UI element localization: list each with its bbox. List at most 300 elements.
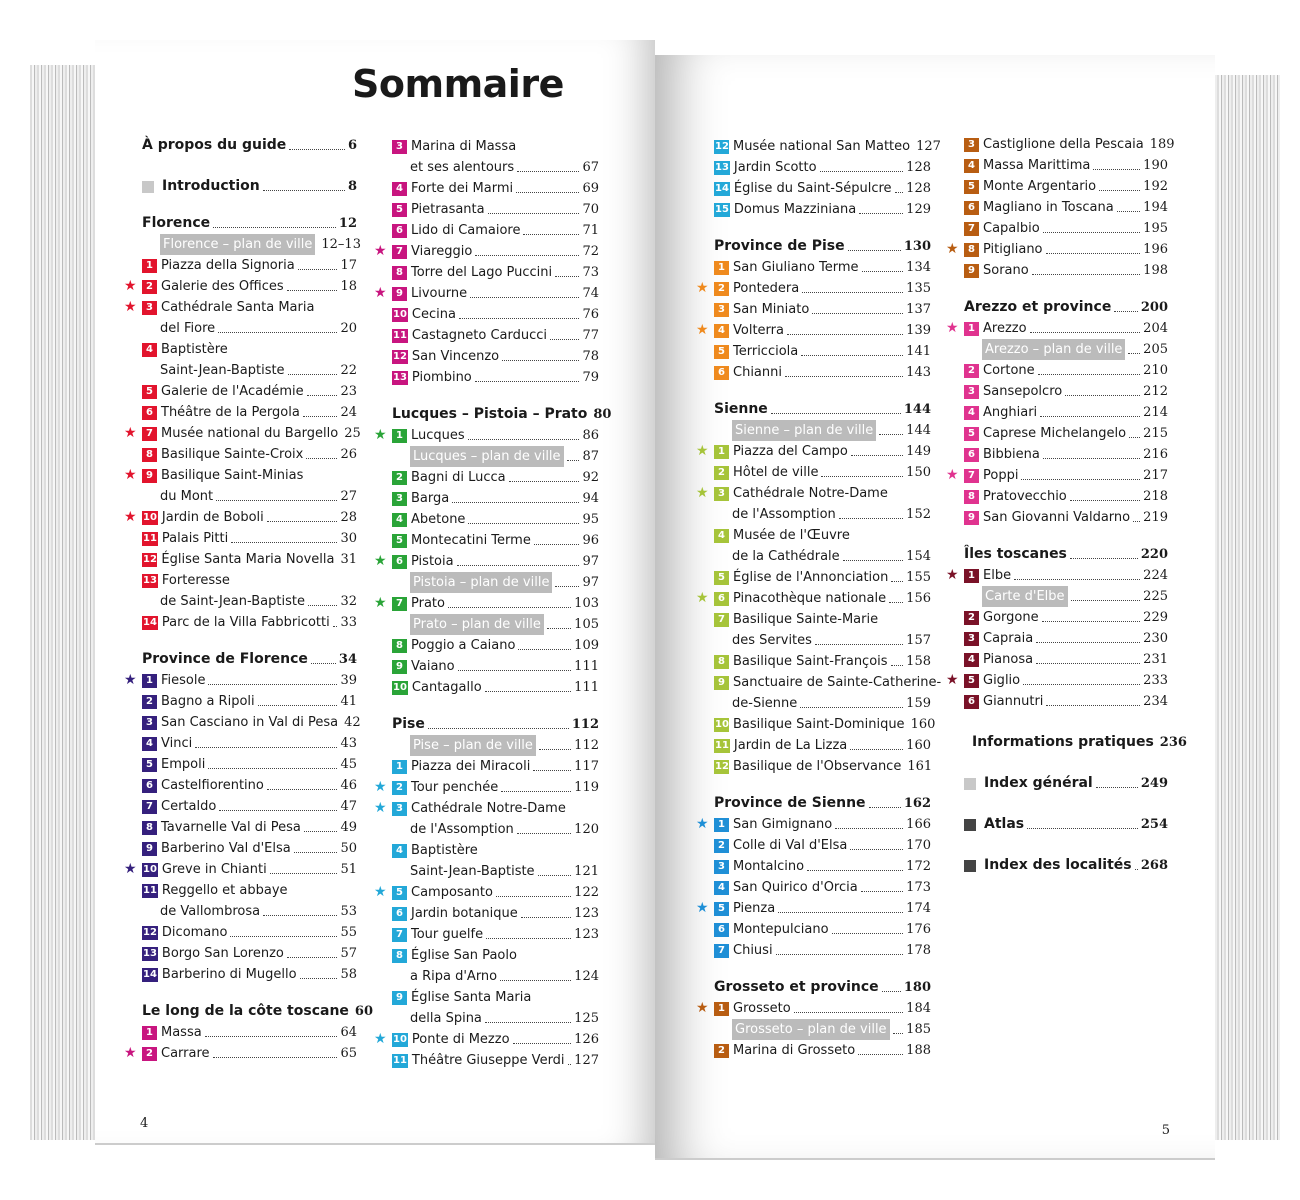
page-title: Sommaire (352, 62, 564, 106)
toc-entry-tavarnelle-val-di-pesa[interactable] (142, 817, 357, 838)
toc-entry-bagni-di-lucca[interactable] (392, 467, 599, 488)
toc-section-index-des-localites[interactable] (964, 855, 1168, 876)
toc-entry-cantagallo[interactable] (392, 677, 599, 698)
page-number: 25 (344, 426, 361, 441)
toc-entry-musee-de-l-uvre[interactable] (714, 525, 931, 546)
toc-entry-san-casciano-in-val-di-pesa[interactable] (142, 712, 361, 733)
toc-map-florence-plan-de-ville[interactable] (142, 234, 361, 255)
toc-entry-continuation[interactable] (714, 546, 931, 567)
toc-entry-poppi[interactable] (946, 465, 1168, 486)
star-icon: ★ (696, 1000, 709, 1016)
toc-map-grosseto-plan-de-ville[interactable] (714, 1019, 931, 1040)
entry-title: Montalcino (733, 859, 805, 874)
toc-section-lucques-pistoia-prato[interactable] (392, 404, 612, 425)
dot-leader (218, 332, 337, 333)
page-number: 139 (906, 323, 931, 338)
entry-title: Castelfiorentino (161, 778, 264, 793)
toc-entry-palais-pitti[interactable] (142, 528, 357, 549)
toc-column-1 (124, 135, 374, 1064)
section-title: Introduction (162, 178, 260, 194)
page-number: 58 (340, 967, 357, 982)
toc-entry-basilique-saint-francois[interactable] (714, 651, 931, 672)
toc-entry-parc-de-la-villa-fabbricotti[interactable] (142, 612, 357, 633)
toc-entry-piazza-dei-miracoli[interactable] (392, 756, 599, 777)
entry-title: Empoli (161, 757, 206, 772)
dot-leader (258, 705, 338, 706)
dot-leader (205, 1036, 338, 1037)
toc-entry-musee-national-san-matteo[interactable] (714, 136, 941, 157)
toc-entry-ponte-di-mezzo[interactable] (374, 1029, 599, 1050)
dot-leader (1042, 621, 1141, 622)
dot-leader (1070, 500, 1140, 501)
toc-section-pise[interactable] (392, 714, 599, 735)
dot-leader (771, 413, 901, 414)
toc-entry-prato[interactable] (374, 593, 599, 614)
page-number: 24 (340, 405, 357, 420)
page-number: 111 (574, 659, 599, 674)
star-icon: ★ (696, 322, 709, 338)
dot-leader (502, 360, 579, 361)
entry-title: Vaiano (411, 659, 455, 674)
dot-leader (457, 565, 580, 566)
number-badge: 9 (142, 842, 157, 856)
dot-leader (1032, 274, 1140, 275)
toc-entry-marina-di-massa[interactable] (392, 136, 599, 157)
page-number: 8 (347, 179, 357, 194)
toc-entry-cortone[interactable] (964, 360, 1168, 381)
number-badge: 9 (714, 676, 729, 690)
toc-entry-barga[interactable] (392, 488, 599, 509)
toc-entry-basilique-de-l-observance[interactable] (714, 756, 931, 777)
toc-section-province-de-sienne[interactable] (714, 793, 931, 814)
entry-title: Prato (411, 596, 445, 611)
toc-entry-carrare[interactable] (124, 1043, 357, 1064)
toc-section-le-long-de-la-cote-toscane[interactable] (142, 1001, 374, 1022)
entry-title: Église de l'Annonciation (733, 570, 889, 585)
number-badge: 4 (714, 881, 729, 895)
number-badge: 5 (964, 674, 979, 688)
toc-entry-elbe[interactable] (946, 565, 1168, 586)
toc-section-florence[interactable] (142, 213, 357, 234)
entry-title: Pratovecchio (983, 489, 1067, 504)
toc-entry-continuation[interactable] (392, 819, 599, 840)
toc-entry-eglise-santa-maria-novella[interactable] (142, 549, 357, 570)
toc-entry-capraia[interactable] (964, 628, 1168, 649)
dot-leader (1030, 332, 1141, 333)
toc-entry-piombino[interactable] (392, 367, 599, 388)
toc-entry-pitigliano[interactable] (946, 239, 1168, 260)
toc-map-prato-plan-de-ville[interactable] (392, 614, 599, 635)
dot-leader (568, 1064, 572, 1065)
toc-entry-sanctuaire-de-sainte-catherine[interactable] (714, 672, 942, 693)
page-number: 184 (906, 1001, 931, 1016)
number-badge: 7 (142, 800, 157, 814)
toc-entry-vinci[interactable] (142, 733, 357, 754)
toc-entry-continuation[interactable] (142, 360, 357, 381)
page-number: 50 (340, 841, 357, 856)
toc-map-pise-plan-de-ville[interactable] (392, 735, 599, 756)
toc-entry-eglise-du-saint-sepulcre[interactable] (714, 178, 931, 199)
toc-map-carte-d-elbe[interactable] (964, 586, 1168, 607)
star-icon: ★ (124, 509, 137, 525)
star-icon: ★ (696, 443, 709, 459)
page-number: 80 (593, 407, 612, 422)
map-label: Florence – plan de ville (160, 234, 315, 255)
entry-title: Montepulciano (733, 922, 829, 937)
toc-entry-bibbiena[interactable] (964, 444, 1168, 465)
toc-entry-livourne[interactable] (374, 283, 599, 304)
toc-entry-theatre-de-la-pergola[interactable] (142, 402, 357, 423)
map-label: Sienne – plan de ville (732, 420, 876, 441)
toc-column-4 (946, 134, 1187, 876)
toc-entry-san-quirico-d-orcia[interactable] (714, 877, 931, 898)
toc-map-sienne-plan-de-ville[interactable] (714, 420, 931, 441)
toc-entry-basilique-sainte-croix[interactable] (142, 444, 357, 465)
toc-entry-fiesole[interactable] (124, 670, 357, 691)
toc-entry-jardin-botanique[interactable] (392, 903, 599, 924)
page-number: 196 (1143, 242, 1168, 257)
number-badge: 7 (392, 597, 407, 611)
toc-entry-galerie-des-offices[interactable] (124, 276, 357, 297)
star-icon: ★ (374, 779, 387, 795)
number-badge: 6 (964, 695, 979, 709)
dot-leader (219, 810, 337, 811)
number-badge: 6 (392, 224, 407, 238)
section-title: Grosseto et province (714, 979, 879, 995)
section-title: Informations pratiques (972, 734, 1154, 750)
toc-entry-gorgone[interactable] (964, 607, 1168, 628)
star-icon: ★ (374, 800, 387, 816)
entry-title: Musée de l'Œuvre (733, 528, 850, 543)
toc-entry-grosseto[interactable] (696, 998, 931, 1019)
number-badge: 8 (392, 949, 407, 963)
toc-entry-montecatini-terme[interactable] (392, 530, 599, 551)
map-label: Grosseto – plan de ville (732, 1019, 890, 1040)
toc-entry-san-giovanni-valdarno[interactable] (964, 507, 1168, 528)
dot-leader (882, 991, 901, 992)
toc-entry-san-gimignano[interactable] (696, 814, 931, 835)
toc-entry-caprese-michelangelo[interactable] (964, 423, 1168, 444)
page-number: 144 (903, 402, 931, 417)
dot-leader (308, 605, 338, 606)
toc-entry-viareggio[interactable] (374, 241, 599, 262)
page-number: 215 (1143, 426, 1168, 441)
page-number: 185 (906, 1022, 931, 1037)
toc-entry-barberino-val-d-elsa[interactable] (142, 838, 357, 859)
toc-entry-montepulciano[interactable] (714, 919, 931, 940)
page-number: 144 (906, 423, 931, 438)
number-badge: 9 (964, 511, 979, 525)
toc-entry-continuation[interactable] (714, 504, 931, 525)
toc-entry-theatre-giuseppe-verdi[interactable] (392, 1050, 599, 1071)
toc-entry-jardin-de-la-lizza[interactable] (714, 735, 931, 756)
toc-entry-lucques[interactable] (374, 425, 599, 446)
toc-entry-arezzo[interactable] (946, 318, 1168, 339)
toc-section-province-de-florence[interactable] (142, 649, 357, 670)
toc-entry-musee-national-du-bargello[interactable] (124, 423, 361, 444)
dot-leader (893, 1033, 904, 1034)
toc-entry-continuation[interactable] (392, 861, 599, 882)
page-number: 190 (1143, 158, 1168, 173)
dot-leader (1036, 642, 1140, 643)
toc-entry-pietrasanta[interactable] (392, 199, 599, 220)
toc-entry-baptistere[interactable] (142, 339, 357, 360)
dot-leader (518, 649, 571, 650)
number-badge: 2 (714, 1044, 729, 1058)
dot-leader (298, 269, 338, 270)
dot-leader (555, 276, 579, 277)
toc-entry-san-miniato[interactable] (714, 299, 931, 320)
toc-entry-basilique-saint-dominique[interactable] (714, 714, 936, 735)
number-badge: 1 (714, 818, 729, 832)
toc-entry-castiglione-della-pescaia[interactable] (964, 134, 1175, 155)
dot-leader (820, 171, 904, 172)
entry-title: Chianni (733, 365, 782, 380)
dot-leader (1114, 311, 1138, 312)
toc-entry-terricciola[interactable] (714, 341, 931, 362)
toc-entry-giannutri[interactable] (964, 691, 1168, 712)
dot-leader (288, 374, 338, 375)
dot-leader (794, 1012, 903, 1013)
toc-entry-magliano-in-toscana[interactable] (964, 197, 1168, 218)
dot-leader (538, 875, 572, 876)
toc-entry-massa-marittima[interactable] (964, 155, 1168, 176)
toc-entry-lido-di-camaiore[interactable] (392, 220, 599, 241)
toc-entry-pratovecchio[interactable] (964, 486, 1168, 507)
toc-entry-continuation[interactable] (714, 630, 931, 651)
number-badge: 9 (142, 469, 157, 483)
toc-entry-montalcino[interactable] (714, 856, 931, 877)
toc-entry-tour-guelfe[interactable] (392, 924, 599, 945)
toc-entry-marina-di-grosseto[interactable] (714, 1040, 931, 1061)
entry-title: Magliano in Toscana (983, 200, 1114, 215)
number-badge: 1 (392, 429, 407, 443)
dot-leader (800, 707, 903, 708)
page-number: 47 (340, 799, 357, 814)
toc-entry-continuation[interactable] (392, 157, 599, 178)
toc-entry-pontedera[interactable] (696, 278, 931, 299)
toc-entry-pinacotheque-nationale[interactable] (696, 588, 931, 609)
star-icon: ★ (124, 278, 137, 294)
toc-entry-vaiano[interactable] (392, 656, 599, 677)
number-badge: 4 (392, 182, 407, 196)
toc-section-arezzo-et-province[interactable] (964, 297, 1168, 318)
toc-entry-dicomano[interactable] (142, 922, 357, 943)
toc-entry-giglio[interactable] (946, 670, 1168, 691)
dot-leader (263, 915, 337, 916)
section-title: Îles toscanes (964, 546, 1067, 562)
page-number: 128 (906, 181, 931, 196)
toc-entry-basilique-sainte-marie[interactable] (714, 609, 931, 630)
entry-title: Jardin de La Lizza (733, 738, 848, 753)
map-label: Lucques – plan de ville (410, 446, 564, 467)
entry-title: Giannutri (983, 694, 1044, 709)
toc-entry-borgo-san-lorenzo[interactable] (142, 943, 357, 964)
toc-entry-san-vincenzo[interactable] (392, 346, 599, 367)
entry-title: Jardin Scotto (733, 160, 817, 175)
toc-entry-monte-argentario[interactable] (964, 176, 1168, 197)
toc-section-informations-pratiques[interactable] (964, 732, 1187, 753)
toc-entry-san-giuliano-terme[interactable] (714, 257, 931, 278)
toc-map-pistoia-plan-de-ville[interactable] (392, 572, 599, 593)
toc-entry-galerie-de-l-academie[interactable] (142, 381, 357, 402)
toc-entry-continuation[interactable] (142, 318, 357, 339)
toc-map-lucques-plan-de-ville[interactable] (392, 446, 599, 467)
entry-title: Barberino di Mugello (161, 967, 297, 982)
toc-entry-torre-del-lago-puccini[interactable] (392, 262, 599, 283)
toc-entry-continuation[interactable] (714, 693, 931, 714)
toc-entry-pienza[interactable] (696, 898, 931, 919)
number-badge: 6 (392, 555, 407, 569)
toc-entry-pianosa[interactable] (964, 649, 1168, 670)
toc-section-a-propos-du-guide[interactable] (142, 135, 357, 156)
toc-column-2 (374, 136, 612, 1071)
toc-section-province-de-pise[interactable] (714, 236, 931, 257)
toc-entry-sorano[interactable] (964, 260, 1168, 281)
dot-leader (550, 339, 579, 340)
entry-title: San Gimignano (733, 817, 833, 832)
dot-leader (848, 250, 901, 251)
toc-entry-massa[interactable] (142, 1022, 357, 1043)
page-number: 166 (906, 817, 931, 832)
number-badge: 1 (392, 760, 407, 774)
entry-title: Chiusi (733, 943, 773, 958)
toc-entry-continuation[interactable] (392, 966, 599, 987)
toc-entry-eglise-santa-maria[interactable] (392, 987, 599, 1008)
entry-title: Pitigliano (983, 242, 1043, 257)
dot-leader (839, 518, 903, 519)
toc-entry-basilique-saint-minias[interactable] (124, 465, 357, 486)
toc-entry-camposanto[interactable] (374, 882, 599, 903)
page-number: 23 (340, 384, 357, 399)
toc-entry-forteresse[interactable] (142, 570, 357, 591)
toc-entry-jardin-scotto[interactable] (714, 157, 931, 178)
star-icon: ★ (946, 567, 959, 583)
entry-title: Lido di Camaiore (411, 223, 521, 238)
star-icon: ★ (696, 590, 709, 606)
entry-title: Église Santa Maria Novella (161, 552, 335, 567)
toc-entry-continuation[interactable] (142, 486, 357, 507)
toc-entry-bagno-a-ripoli[interactable] (142, 691, 357, 712)
page-number: 161 (907, 759, 933, 774)
toc-entry-forte-dei-marmi[interactable] (392, 178, 599, 199)
page-number: 69 (582, 181, 599, 196)
entry-title-continued: del Fiore (160, 321, 216, 336)
dot-leader (448, 607, 571, 608)
toc-section-iles-toscanes[interactable] (964, 544, 1168, 565)
toc-entry-colle-di-val-d-elsa[interactable] (714, 835, 931, 856)
toc-entry-tour-penchee[interactable] (374, 777, 599, 798)
page-number: 192 (1143, 179, 1168, 194)
toc-entry-domus-mazziniana[interactable] (714, 199, 931, 220)
toc-entry-reggello-et-abbaye[interactable] (142, 880, 357, 901)
section-title: Lucques – Pistoia – Prato (392, 406, 588, 422)
number-badge: 4 (964, 653, 979, 667)
page-number: 96 (582, 533, 599, 548)
entry-title-continued: Saint-Jean-Baptiste (410, 864, 535, 879)
number-badge: 6 (964, 448, 979, 462)
toc-entry-pistoia[interactable] (374, 551, 599, 572)
number-badge: 3 (714, 487, 729, 501)
toc-map-arezzo-plan-de-ville[interactable] (964, 339, 1168, 360)
toc-entry-cecina[interactable] (392, 304, 599, 325)
entry-title-continued: de la Cathédrale (732, 549, 840, 564)
dot-leader (485, 691, 572, 692)
toc-entry-hotel-de-ville[interactable] (714, 462, 931, 483)
dot-leader (832, 933, 904, 934)
toc-entry-certaldo[interactable] (142, 796, 357, 817)
toc-section-atlas[interactable] (964, 814, 1168, 835)
toc-entry-piazza-del-campo[interactable] (696, 441, 931, 462)
page-number: 28 (340, 510, 357, 525)
toc-section-sienne[interactable] (714, 399, 931, 420)
toc-entry-anghiari[interactable] (964, 402, 1168, 423)
page-number: 180 (903, 980, 931, 995)
page-number: 220 (1140, 547, 1168, 562)
entry-title: Grosseto (733, 1001, 791, 1016)
toc-entry-cathedrale-santa-maria[interactable] (124, 297, 357, 318)
toc-entry-jardin-de-boboli[interactable] (124, 507, 357, 528)
dot-leader (850, 849, 903, 850)
dot-leader (807, 870, 903, 871)
toc-entry-eglise-san-paolo[interactable] (392, 945, 599, 966)
section-title: Pise (392, 716, 425, 732)
toc-entry-continuation[interactable] (392, 1008, 599, 1029)
toc-entry-greve-in-chianti[interactable] (124, 859, 357, 880)
toc-entry-volterra[interactable] (696, 320, 931, 341)
toc-entry-sansepolcro[interactable] (964, 381, 1168, 402)
page-number: 155 (906, 570, 931, 585)
toc-entry-cathedrale-notre-dame[interactable] (696, 483, 931, 504)
toc-entry-castagneto-carducci[interactable] (392, 325, 599, 346)
toc-entry-continuation[interactable] (142, 901, 357, 922)
number-badge: 6 (714, 923, 729, 937)
page-number: 73 (582, 265, 599, 280)
toc-entry-piazza-della-signoria[interactable] (142, 255, 357, 276)
toc-entry-eglise-de-l-annonciation[interactable] (714, 567, 931, 588)
page-number: 216 (1143, 447, 1168, 462)
toc-entry-empoli[interactable] (142, 754, 357, 775)
toc-section-introduction[interactable] (142, 176, 357, 197)
toc-entry-continuation[interactable] (142, 591, 357, 612)
toc-entry-abetone[interactable] (392, 509, 599, 530)
dot-leader (889, 602, 903, 603)
number-badge: 3 (392, 140, 407, 154)
toc-entry-cathedrale-notre-dame[interactable] (374, 798, 599, 819)
toc-entry-barberino-di-mugello[interactable] (142, 964, 357, 985)
number-badge: 1 (142, 674, 157, 688)
toc-section-grosseto-et-province[interactable] (714, 977, 931, 998)
toc-entry-capalbio[interactable] (964, 218, 1168, 239)
number-badge: 1 (964, 322, 979, 336)
dot-leader (475, 381, 580, 382)
entry-title: Basilique Saint-Dominique (733, 717, 905, 732)
toc-entry-poggio-a-caiano[interactable] (392, 635, 599, 656)
number-badge: 4 (142, 343, 157, 357)
number-badge: 6 (392, 907, 407, 921)
page-number: 127 (916, 139, 941, 154)
toc-entry-baptistere[interactable] (392, 840, 599, 861)
toc-section-index-general[interactable] (964, 773, 1168, 794)
page-number: 198 (1143, 263, 1168, 278)
number-badge: 12 (715, 760, 729, 772)
dot-leader (452, 502, 579, 503)
toc-entry-chiusi[interactable] (714, 940, 931, 961)
toc-entry-castelfiorentino[interactable] (142, 775, 357, 796)
page-number: 79 (582, 370, 599, 385)
toc-entry-chianni[interactable] (714, 362, 931, 383)
dot-leader (1129, 437, 1140, 438)
